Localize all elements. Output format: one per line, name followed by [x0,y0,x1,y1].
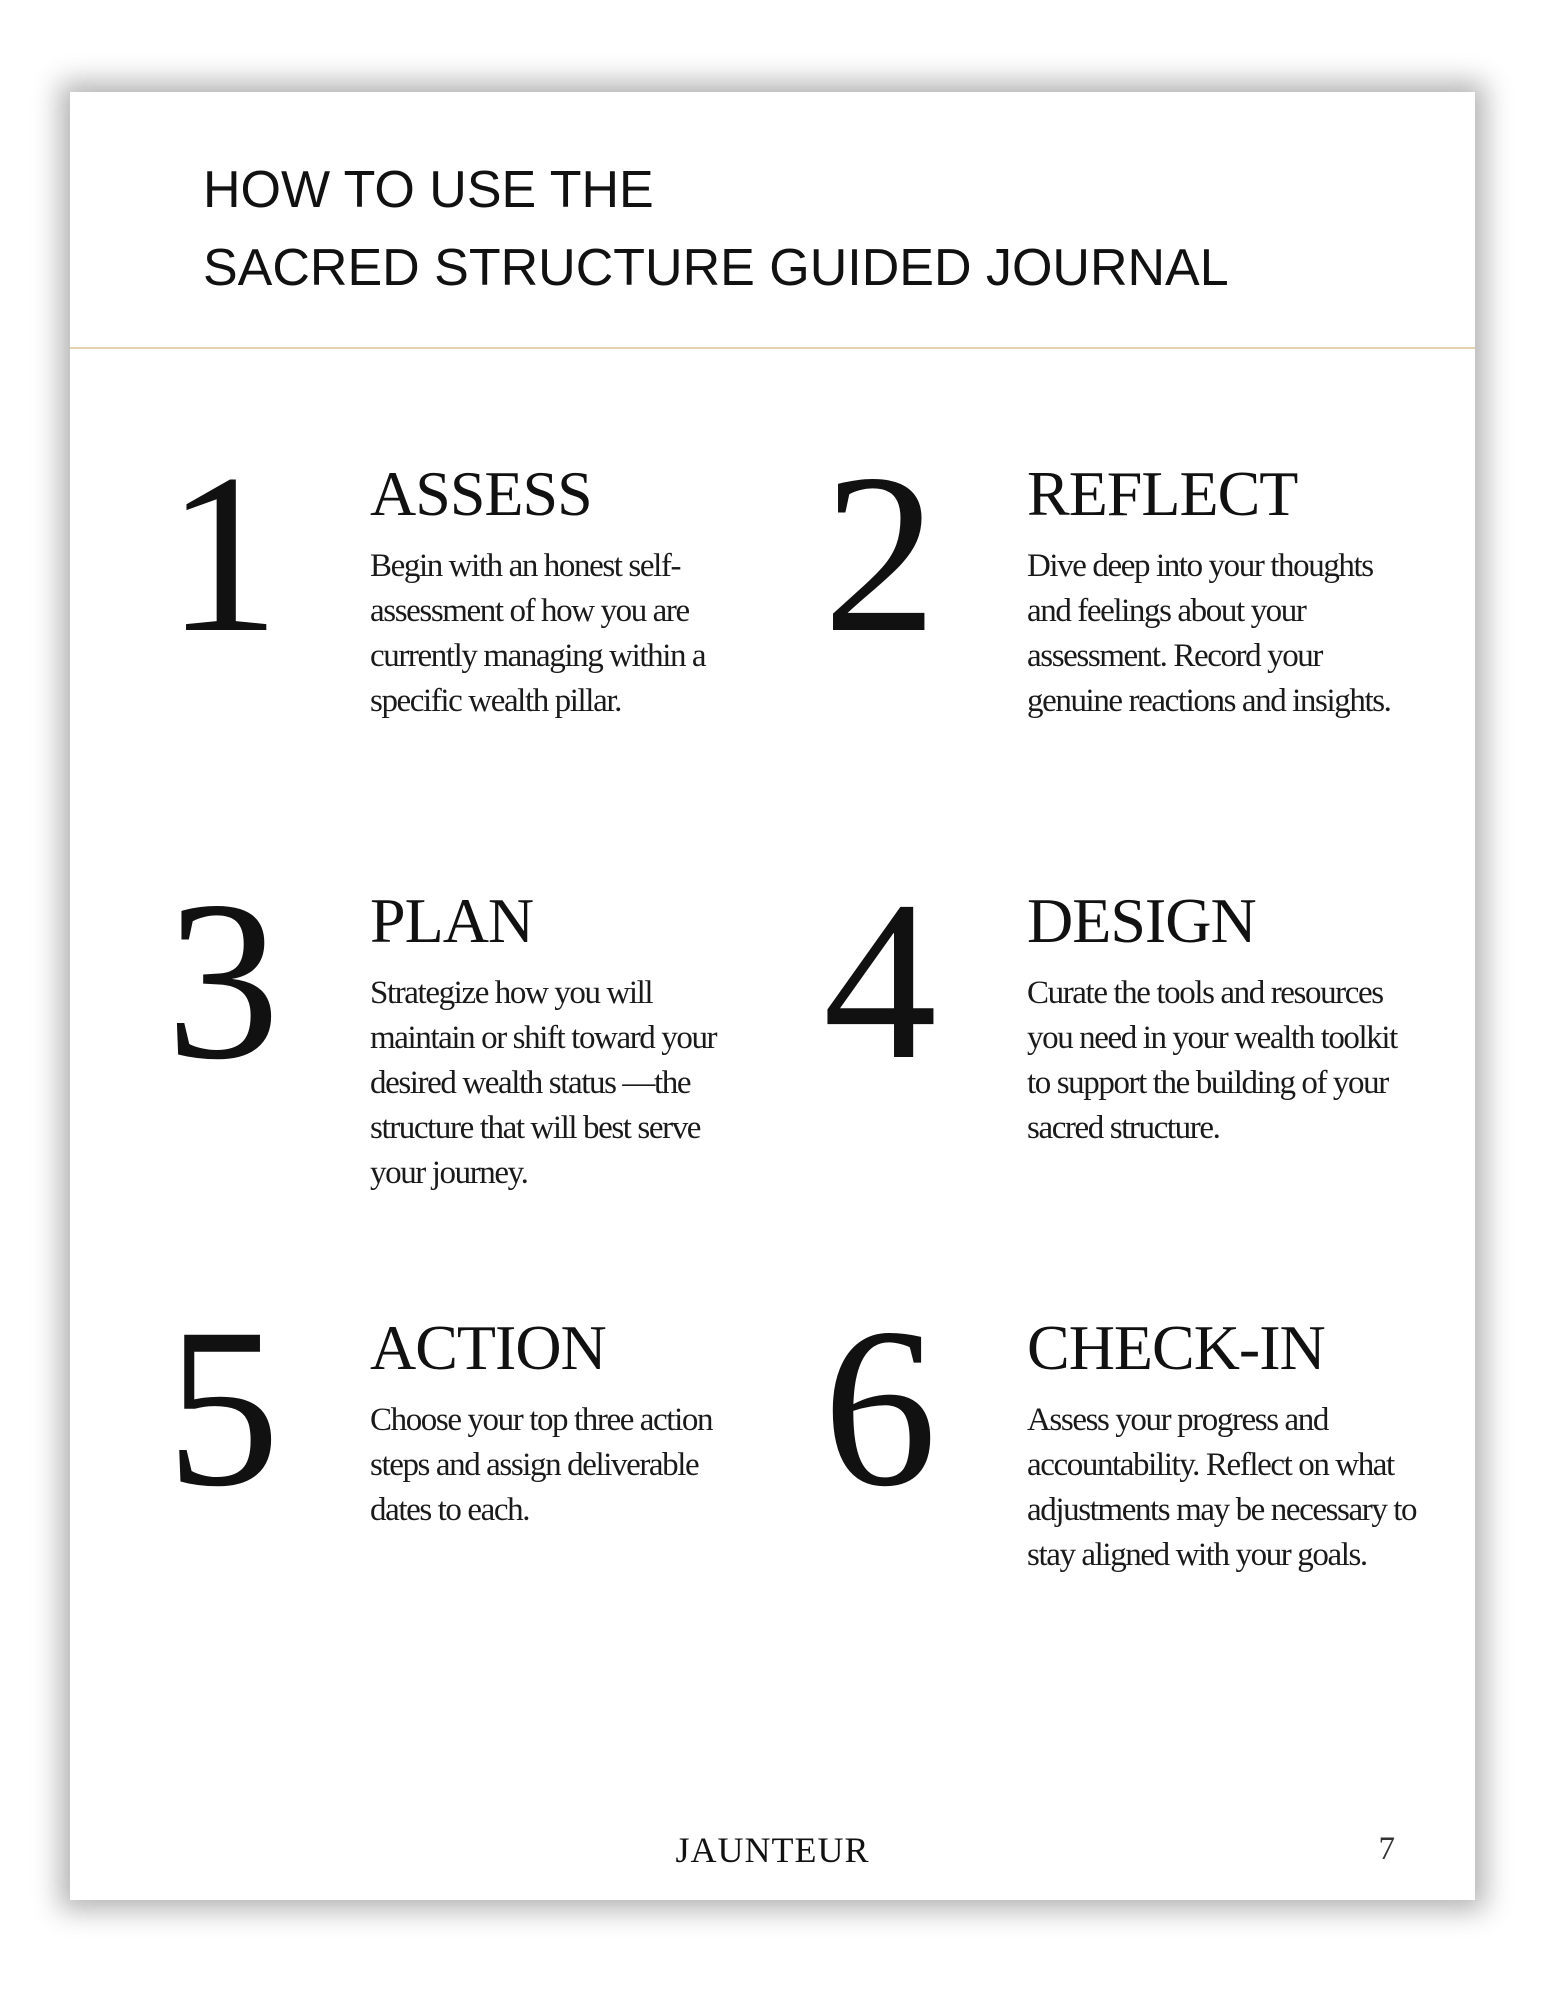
journal-page [70,92,1475,1900]
step-heading: REFLECT [1027,458,1298,529]
step-description: Begin with an honest self-assessment of how you are currently managing within a specific wealth pillar. [370,548,706,719]
step-number: 5 [166,1282,280,1534]
step-check-in [797,1282,1417,1646]
step-reflect [797,428,1417,792]
step-heading: ASSESS [370,458,592,529]
page-number: 7 [1378,1831,1395,1867]
brand-wordmark: JAUNTEUR [675,1830,870,1870]
step-description: Assess your progress and accountability. Reflect on what adjustments may be necessary to stay aligned with your goals. [1027,1402,1417,1573]
step-heading: ACTION [370,1312,606,1383]
step-heading: CHECK-IN [1027,1312,1325,1383]
step-heading: PLAN [370,885,534,956]
step-plan [140,855,760,1219]
step-description: Curate the tools and resources you need in your wealth toolkit to support the building of your sacred structure. [1027,975,1397,1146]
step-description: Dive deep into your thoughts and feelings about your assessment. Record your genuine reactions and insights. [1027,548,1391,719]
step-action [140,1282,760,1646]
step-number: 1 [166,428,280,680]
step-design [797,855,1417,1219]
page-title-line-2: SACRED STRUCTURE GUIDED JOURNAL [203,239,1229,297]
page-header [70,92,1475,349]
step-description: Choose your top three action steps and assign deliverable dates to each. [370,1402,713,1528]
step-assess [140,428,760,792]
page-title-line-1: HOW TO USE THE [203,161,654,219]
step-description: Strategize how you will maintain or shift toward your desired wealth status —the structure that will best serve your journey. [370,975,717,1191]
step-number: 2 [823,428,937,680]
step-number: 6 [823,1282,937,1534]
step-number: 4 [823,855,937,1107]
step-heading: DESIGN [1027,885,1256,956]
step-number: 3 [166,855,280,1107]
